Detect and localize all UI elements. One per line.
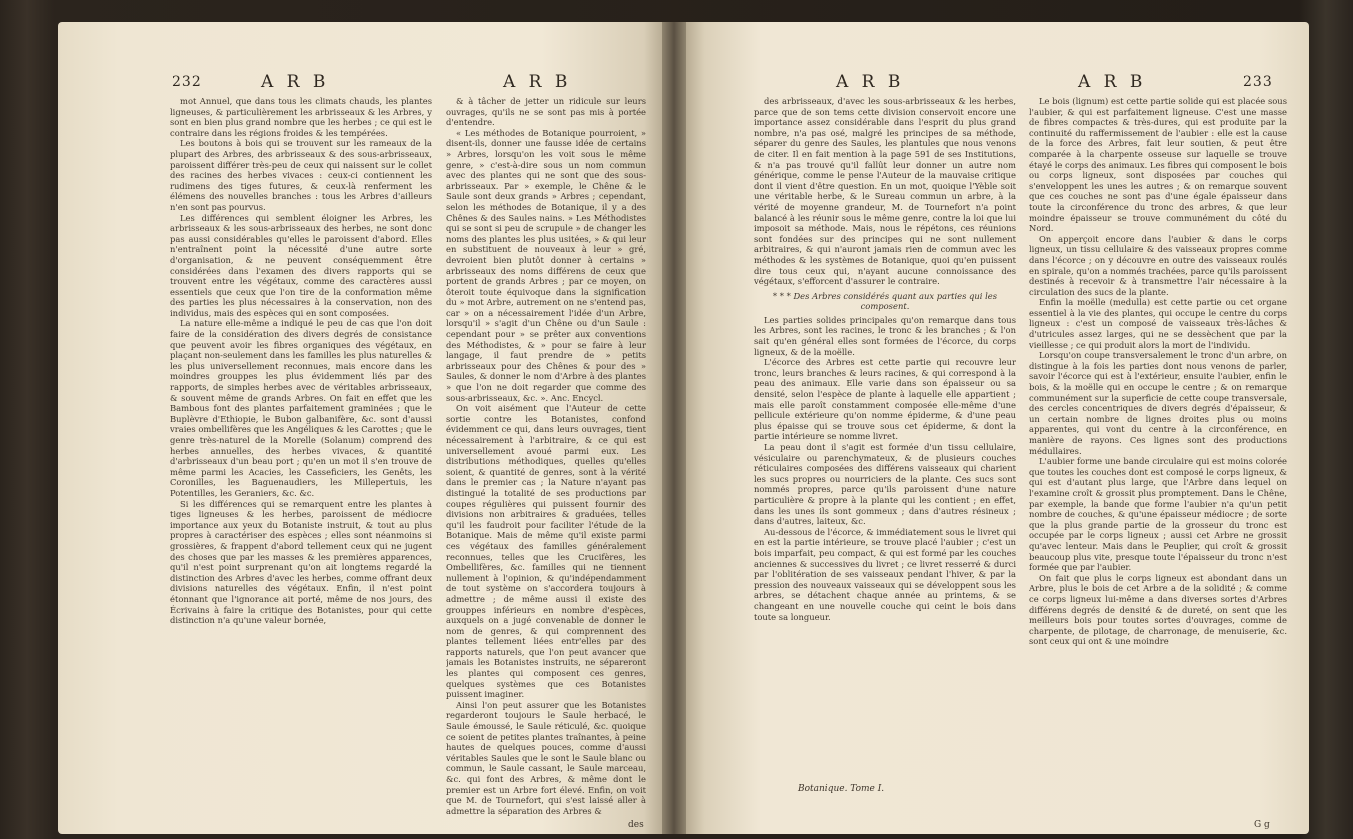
paragraph: Si les différences qui se remarquent entre les plantes à tiges ligneuses & les herbes, paroissent de médiocre importance aux yeux du Botaniste instruit, & tout au plus propres à caractériser des espèces ; elles sont néanmoins si grossières, & frappent d'abord tellement ceux qui ne jugent des choses que par les masses & les premières apparences, qu'il n'est point surprenant qu'on ait longtems regardé la distinction des Arbres d'avec les herbes, comme offrant deux divisions naturelles des végétaux. Enfin, il n'est point étonnant que l'ignorance ait porté, même de nos jours, des Écrivains à faire la critique des Botanistes, pour qui cette distinction n'a qu'une valeur bornée, — [170, 498, 432, 626]
right-page — [686, 22, 1309, 834]
paragraph: Les différences qui semblent éloigner les Arbres, les arbrisseaux & les sous-arbrisseaux des herbes, ne sont donc pas aussi considérables qu'elles le paroissent d'abord. Elles n'entraînent point la nécessité d'une autre sorte d'organisation, & ne peuvent conséquemment être considérées dans l'examen des divers rapports qui se trouvent entre les végétaux, comme des caractères aussi essentiels que ceux que l'on tire de la conformation même des parties les plus nécessaires à la conservation, non des individus, mais des espèces qui en sont composées. — [170, 212, 432, 318]
paragraph: L'aubier forme une bande circulaire qui est moins colorée que toutes les couches dont est composé le corps ligneux, & qui est d'autant plus large, que l'Arbre dans lequel on l'examine croît & grossit plus promptement. Dans le Chêne, par exemple, la bande que forme l'aubier n'a qu'un petit nombre de couches, & qu'une épaisseur médiocre ; de sorte que la plus grande partie de la grosseur du tronc est occupée par le corps ligneux ; aussi cet Arbre ne grossit qu'avec lenteur. Mais dans le Peuplier, qui croît & grossit beaucoup plus vite, presque toute l'épaisseur du tronc n'est formée que par l'aubier. — [1029, 456, 1287, 573]
paragraph: La peau dont il s'agit est formée d'un tissu cellulaire, vésiculaire ou parenchymateux, & de plusieurs couches réticulaires composées des différens vaisseaux qui charient les sucs propres ou nourriciers de la plante. Ces sucs sont nommés propres, parce qu'ils paroissent d'une nature particulière & propre à la plante qui les contient ; en effet, dans les unes ils sont gommeux ; dans d'autres résineux ; dans d'autres, laiteux, &c. — [754, 442, 1016, 527]
page-number-right: 233 — [1243, 74, 1273, 90]
running-header-right-2: A R B — [1078, 72, 1147, 92]
left-page — [58, 22, 662, 834]
running-header-left-1: A R B — [261, 72, 330, 92]
paragraph: Enfin la moëlle (medulla) est cette partie ou cet organe essentiel à la vie des plantes, qui occupe le centre du corps ligneux : c'est un composé de vaisseaux très-lâches & d'utricules assez larges, qui ne se dessèchent que par la vieillesse ; ce qui produit alors la mort de l'individu. — [1029, 297, 1287, 350]
paragraph: Les parties solides principales qu'on remarque dans tous les Arbres, sont les racines, le tronc & les branches ; & l'on sait qu'en général elles sont formées de l'écorce, du corps ligneux, & de la moëlle. — [754, 314, 1016, 357]
paragraph: Au-dessous de l'écorce, & immédiatement sous le livret qui en est la partie intérieure, se trouve placé l'aubier ; c'est un bois imparfait, peu compact, & qui est formé par les couches anciennes & successives du livret ; ce livret resserré & durci par l'oblitération de ses vaisseaux pendant l'hiver, & par la pression des nouveaux vaisseaux qui se développent sous les arbres, se détachent chaque année au printems, & se changeant en une nouvelle couche qui ceint le bois dans toute sa longueur. — [754, 526, 1016, 622]
running-header-right-1: A R B — [836, 72, 905, 92]
paragraph: On apperçoit encore dans l'aubier & dans le corps ligneux, un tissu cellulaire & des vaisseaux propres comme dans l'écorce ; on y découvre en outre des vaisseaux roulés en spirale, qu'on a nommés trachées, parce qu'ils paroissent destinés à recevoir & à transmettre l'air nécessaire à la circulation des sucs de la plante. — [1029, 233, 1287, 297]
right-column-2 — [1029, 96, 1287, 818]
section-subheading: * * * Des Arbres considérés quant aux parties qui les composent. — [772, 290, 998, 312]
paragraph: Lorsqu'on coupe transversalement le tronc d'un arbre, on distingue à la fois les parties dont nous venons de parler, savoir l'écorce qui est à l'extérieur, ensuite l'aubier, enfin le bois, & la moëlle qui en occupe le centre ; & on remarque communément sur la superficie de cette coupe transversale, des cercles concentriques de divers degrés d'épaisseur, & un certain nombre de lignes droites plus ou moins apparentes, qui vont du centre à la circonférence, en manière de rayons. Ces lignes sont des productions médullaires. — [1029, 350, 1287, 456]
page-number-left: 232 — [172, 74, 202, 90]
signature-mark: G g — [1254, 820, 1270, 830]
paragraph: La nature elle-même a indiqué le peu de cas que l'on doit faire de la considération des divers degrés de consistance que peuvent avoir les fibres organiques des végétaux, en plaçant non-seulement dans les familles les plus naturelles & les plus universellement reconnues, mais encore dans les moindres grouppes les plus évidemment liés par des rapports, de simples herbes avec de véritables arbrisseaux, & souvent même de grands Arbres. On fait en effet que les Bambous font des plantes parfaitement graminées ; que le Buplèvre d'Ethiopie, le Bubon galbanifère, &c. sont d'aussi vraies ombellifères que les Angéliques & les Carottes ; que le genre très-naturel de la Morelle (Solanum) comprend des herbes annuelles, des herbes vivaces, & quantité d'arbrisseaux d'un beau port ; qu'en un mot il s'en trouve de même parmi les Acacies, les Casseficiers, les Genêts, les Coronilles, les Baguenaudiers, les Millepertuis, les Potentilles, les Geraniers, &c. &c. — [170, 318, 432, 498]
paragraph: Ainsi l'on peut assurer que les Botanistes regarderont toujours le Saule herbacé, le Saule émoussé, le Saule réticulé, &c. quoique ce soient de petites plantes traînantes, à peine hautes de quelques pouces, comme d'aussi véritables Saules que le sont le Saule blanc ou commun, le Saule cassant, le Saule marceau, &c. qui font des Arbres, & même dont le premier est un Arbre fort élevé. Enfin, on voit que M. de Tournefort, qui s'est laissé aller à admettre la séparation des Arbres & — [446, 699, 646, 816]
paragraph: « Les méthodes de Botanique pourroient, » disent-ils, donner une fausse idée de certains » Arbres, lorsqu'on les voit sous le même genre, » c'est-à-dire sous un nom commun avec des plantes qui ne sont que des sous-arbrisseaux. Par » exemple, le Chêne & le Saule sont deux grands » Arbres ; cependant, selon les méthodes de Botanique, il y a des Chênes & des Saules nains. » Les Méthodistes qui se sont si peu de scrupule » de changer les noms des plantes les plus usitées, » & qui leur en substituent de nouveaux à leur » gré, devroient bien plutôt donner à certains » arbrisseaux des noms différens de ceux que portent de grands Arbres ; par ce moyen, on ôteroit toute équivoque dans la signification du » mot Arbre, autrement on ne s'entend pas, car » on a nécessairement l'idée d'un Arbre, lorsqu'il » s'agit d'un Chêne ou d'un Saule : cependant pour » se prêter aux conventions des Méthodistes, & » pour se faire à leur langage, il faut prendre de » petits arbrisseaux pour des Chênes & pour des » Saules, & donner le nom d'Arbre à des plantes » que l'on ne doit regarder que comme des sous-arbrisseaux, &c. ». Anc. Encycl. — [446, 127, 646, 403]
paragraph: mot Annuel, que dans tous les climats chauds, les plantes ligneuses, & particulièrement les arbrisseaux & les Arbres, y sont en bien plus grand nombre que les herbes ; ce qui est le contraire dans les régions froides & les tempérées. — [170, 96, 432, 138]
paragraph: Le bois (lignum) est cette partie solide qui est placée sous l'aubier, & qui est parfaitement ligneuse. C'est une masse de fibres compactes & très-dures, qui est produite par la continuité du raffermissement de l'aubier : elle est la cause de la force des Arbres, fait leur soutien, & peut être comparée à la charpente osseuse sur laquelle se trouve étayé le corps des animaux. Les fibres qui composent le bois ou corps ligneux, sont disposées par couches qui s'enveloppent les unes les autres ; & on remarque souvent que ces couches ne sont pas d'une égale épaisseur dans toute la circonférence du tronc des arbres, & que leur moindre épaisseur se trouve communément du côté du Nord. — [1029, 96, 1287, 234]
paragraph: On voit aisément que l'Auteur de cette sortie contre les Botanistes, confond évidemment ce qui, dans leurs ouvrages, tient nécessairement à l'arbitraire, & ce qui est universellement avoué parmi eux. Les distributions méthodiques, quelles qu'elles soient, & quantité de genres, sont à la vérité dans le premier cas ; la Nature n'ayant pas distingué la totalité de ses productions par coupes régulières qui puissent fournir des divisions non arbitraires & graduées, telles qu'il les faudroit pour faciliter l'étude de la Botanique. Mais de même qu'il existe parmi ces végétaux des familles généralement reconnues, telles que les Crucifères, les Ombellifères, &c. familles qui ne tiennent nullement à l'opinion, & qu'indépendamment de tout système on s'accordera toujours à admettre ; de même aussi il existe des grouppes inférieurs en nombre d'espèces, auxquels on a jugé convenable de donner le nom de genres, & qui comprennent des plantes tellement liées entr'elles par des rapports naturels, que l'on peut avancer que jamais les Botanistes instruits, ne sépareront les plantes qui composent ces genres, quelques systèmes que ces Botanistes puissent imaginer. — [446, 403, 646, 700]
left-column-1 — [170, 96, 432, 818]
catchword: des — [628, 820, 644, 830]
footer-volume: Botanique. Tome I. — [798, 784, 885, 794]
right-column-1 — [754, 96, 1016, 776]
left-column-2 — [446, 96, 646, 818]
running-header-left-2: A R B — [503, 72, 572, 92]
paragraph: On fait que plus le corps ligneux est abondant dans un Arbre, plus le bois de cet Arbre a de la solidité ; & comme ce corps ligneux lui-même a dans diverses sortes d'Arbres différens degrés de densité & de dureté, on sent que les meilleurs bois pour toutes sortes d'ouvrages, comme de charpente, de pilotage, de charronage, de menuiserie, &c. sont ceux qui ont & une moindre — [1029, 572, 1287, 647]
book-gutter — [662, 22, 686, 834]
paragraph: L'écorce des Arbres est cette partie qui recouvre leur tronc, leurs branches & leurs racines, & qui correspond à la peau des animaux. Elle varie dans son épaisseur ou sa densité, selon l'espèce de plante à laquelle elle appartient ; mais elle paroît constamment composée elle-même d'une pellicule extérieure qu'on nomme épiderme, & d'une peau plus épaisse qui se trouve sous cet épiderme, & dont la partie intérieure se nomme livret. — [754, 357, 1016, 442]
paragraph: & à tâcher de jetter un ridicule sur leurs ouvrages, qu'ils ne se sont pas mis à portée d'entendre. — [446, 96, 646, 128]
paragraph: des arbrisseaux, d'avec les sous-arbrisseaux & les herbes, parce que de son tems cette division conservoit encore une importance assez considérable dans l'esprit du plus grand nombre, n'a pas osé, malgré les principes de sa méthode, séparer du genre des Saules, les plantules que nous venons de citer. Il en fait mention à la page 591 de ses Institutions, & n'a pas trouvé qu'il fallût leur donner un autre nom générique, comme le pense l'Auteur de la mauvaise critique dont il vient d'être question. En un mot, quoique l'Yèble soit une véritable herbe, & le Sureau commun un arbre, à la vérité de moyenne grandeur, M. de Tournefort n'a point balancé à les réunir sous le même genre, contre la loi que lui imposoit sa méthode. Mais, nous le répétons, ces réunions sont fondées sur des principes qui ne sont nullement arbitraires, & qui n'auront jamais rien de commun avec les méthodes & les systèmes de Botanique, quoi qu'en puissent dire tous ceux qui, n'ayant aucune connoissance des végétaux, s'efforcent d'assurer le contraire. — [754, 96, 1016, 287]
paragraph: Les boutons à bois qui se trouvent sur les rameaux de la plupart des Arbres, des arbrisseaux & des sous-arbrisseaux, paroissent différer très-peu de ceux qui naissent sur le collet des racines des herbes vivaces : ceux-ci contiennent les rudimens des tiges futures, & ceux-là renferment les élémens des nouvelles branches : tous les Arbres d'ailleurs n'en sont pas pourvus. — [170, 138, 432, 212]
